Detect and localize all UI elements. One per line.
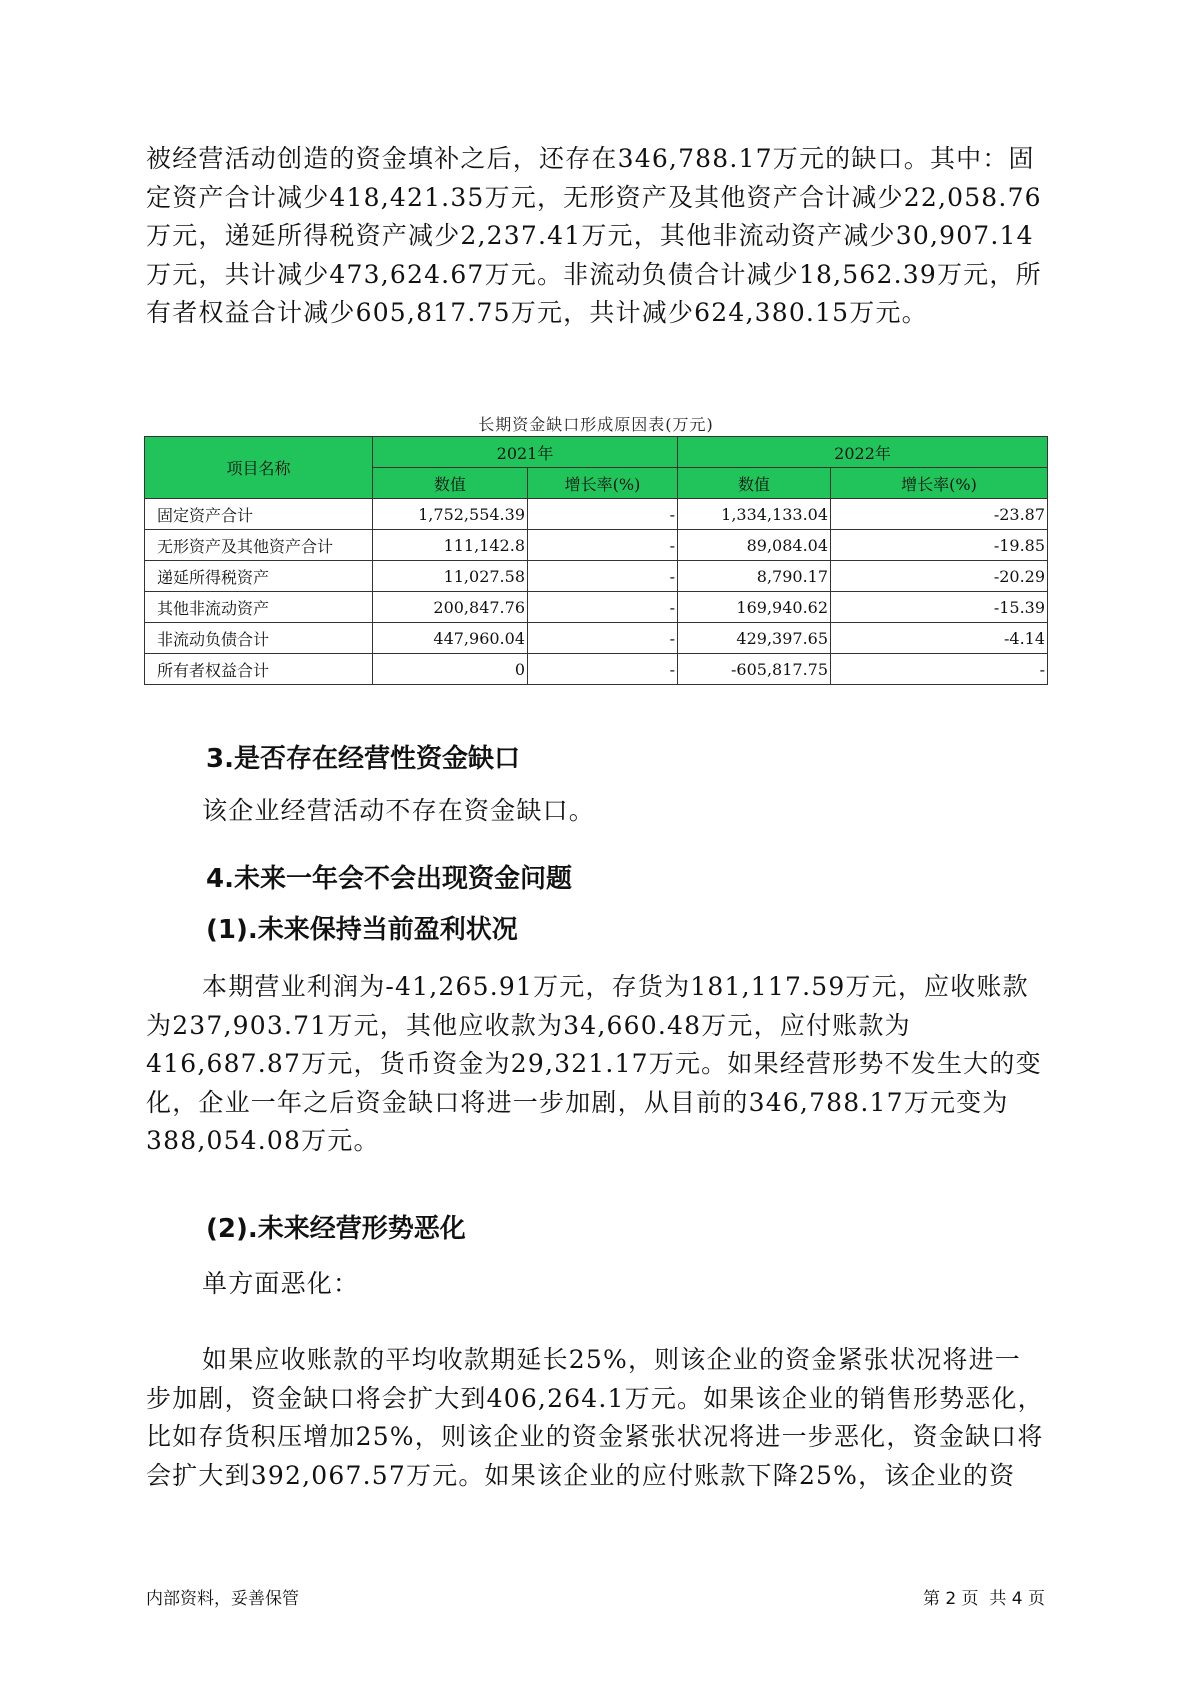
growth-2022: -23.87 bbox=[831, 499, 1048, 530]
capital-gap-table bbox=[144, 436, 1048, 685]
row-name: 所有者权益合计 bbox=[145, 654, 373, 685]
section4-sub2-heading: (2).未来经营形势恶化 bbox=[206, 1214, 466, 1244]
value-2021: 447,960.04 bbox=[373, 623, 528, 654]
row-name: 无形资产及其他资产合计 bbox=[145, 530, 373, 561]
header-year-2021: 2021年 bbox=[373, 437, 678, 468]
growth-2022: -15.39 bbox=[831, 592, 1048, 623]
table-row bbox=[145, 530, 1048, 561]
section3-text: 该企业经营活动不存在资金缺口。 bbox=[202, 796, 596, 825]
growth-2022: -20.29 bbox=[831, 561, 1048, 592]
growth-2021: - bbox=[528, 499, 678, 530]
growth-2021: - bbox=[528, 530, 678, 561]
growth-2022: -4.14 bbox=[831, 623, 1048, 654]
growth-2022: - bbox=[831, 654, 1048, 685]
section4-sub2-lead: 单方面恶化： bbox=[202, 1269, 360, 1298]
footer-page-number: 第 2 页 共 4 页 bbox=[922, 1589, 1045, 1609]
row-name: 其他非流动资产 bbox=[145, 592, 373, 623]
table-row bbox=[145, 654, 1048, 685]
header-growth-2021: 增长率(%) bbox=[528, 468, 678, 499]
header-value-2021: 数值 bbox=[373, 468, 528, 499]
intro-paragraph: 被经营活动创造的资金填补之后，还存在346,788.17万元的缺口。其中：固定资产合计减少418,421.35万元，无形资产及其他资产合计减少22,058.76万元，递延所得税资产减少2,237.41万元，其他非流动资产减少30,907.14万元，共计减少473,624.67万元。非流动负债合计减少18,562.39万元，所有者权益合计减少605,817.75万元，共计减少624,380.15万元。 bbox=[146, 144, 1042, 327]
header-item-name: 项目名称 bbox=[145, 437, 373, 499]
value-2021: 200,847.76 bbox=[373, 592, 528, 623]
value-2022: 429,397.65 bbox=[678, 623, 831, 654]
footer-confidential-note: 内部资料，妥善保管 bbox=[146, 1589, 299, 1609]
value-2021: 111,142.8 bbox=[373, 530, 528, 561]
section4-sub1-heading: (1).未来保持当前盈利状况 bbox=[206, 915, 518, 945]
growth-2021: - bbox=[528, 623, 678, 654]
table-row bbox=[145, 592, 1048, 623]
table-row bbox=[145, 499, 1048, 530]
value-2022: 8,790.17 bbox=[678, 561, 831, 592]
value-2022: 1,334,133.04 bbox=[678, 499, 831, 530]
section4-heading: 4.未来一年会不会出现资金问题 bbox=[206, 864, 572, 894]
header-growth-2022: 增长率(%) bbox=[831, 468, 1048, 499]
row-name: 非流动负债合计 bbox=[145, 623, 373, 654]
section3-heading: 3.是否存在经营性资金缺口 bbox=[206, 744, 520, 774]
value-2022: -605,817.75 bbox=[678, 654, 831, 685]
row-name: 固定资产合计 bbox=[145, 499, 373, 530]
growth-2021: - bbox=[528, 654, 678, 685]
header-value-2022: 数值 bbox=[678, 468, 831, 499]
table-row bbox=[145, 623, 1048, 654]
value-2022: 89,084.04 bbox=[678, 530, 831, 561]
header-year-2022: 2022年 bbox=[678, 437, 1048, 468]
value-2021: 1,752,554.39 bbox=[373, 499, 528, 530]
growth-2022: -19.85 bbox=[831, 530, 1048, 561]
value-2021: 11,027.58 bbox=[373, 561, 528, 592]
growth-2021: - bbox=[528, 592, 678, 623]
table-row bbox=[145, 561, 1048, 592]
row-name: 递延所得税资产 bbox=[145, 561, 373, 592]
growth-2021: - bbox=[528, 561, 678, 592]
section4-sub1-text: 本期营业利润为-41,265.91万元，存货为181,117.59万元，应收账款为237,903.71万元，其他应收款为34,660.48万元，应付账款为416,687.87万元，货币资金为29,321.17万元。如果经营形势不发生大的变化，企业一年之后资金缺口将进一步加剧，从目前的346,788.17万元变为388,054.08万元。 bbox=[146, 972, 1042, 1155]
value-2022: 169,940.62 bbox=[678, 592, 831, 623]
table-caption: 长期资金缺口形成原因表(万元) bbox=[478, 415, 714, 434]
section4-sub2-text: 如果应收账款的平均收款期延长25%，则该企业的资金紧张状况将进一步加剧，资金缺口将会扩大到406,264.1万元。如果该企业的销售形势恶化，比如存货积压增加25%，则该企业的资金紧张状况将进一步恶化，资金缺口将会扩大到392,067.57万元。如果该企业的应付账款下降25%，该企业的资 bbox=[146, 1345, 1044, 1490]
value-2021: 0 bbox=[373, 654, 528, 685]
